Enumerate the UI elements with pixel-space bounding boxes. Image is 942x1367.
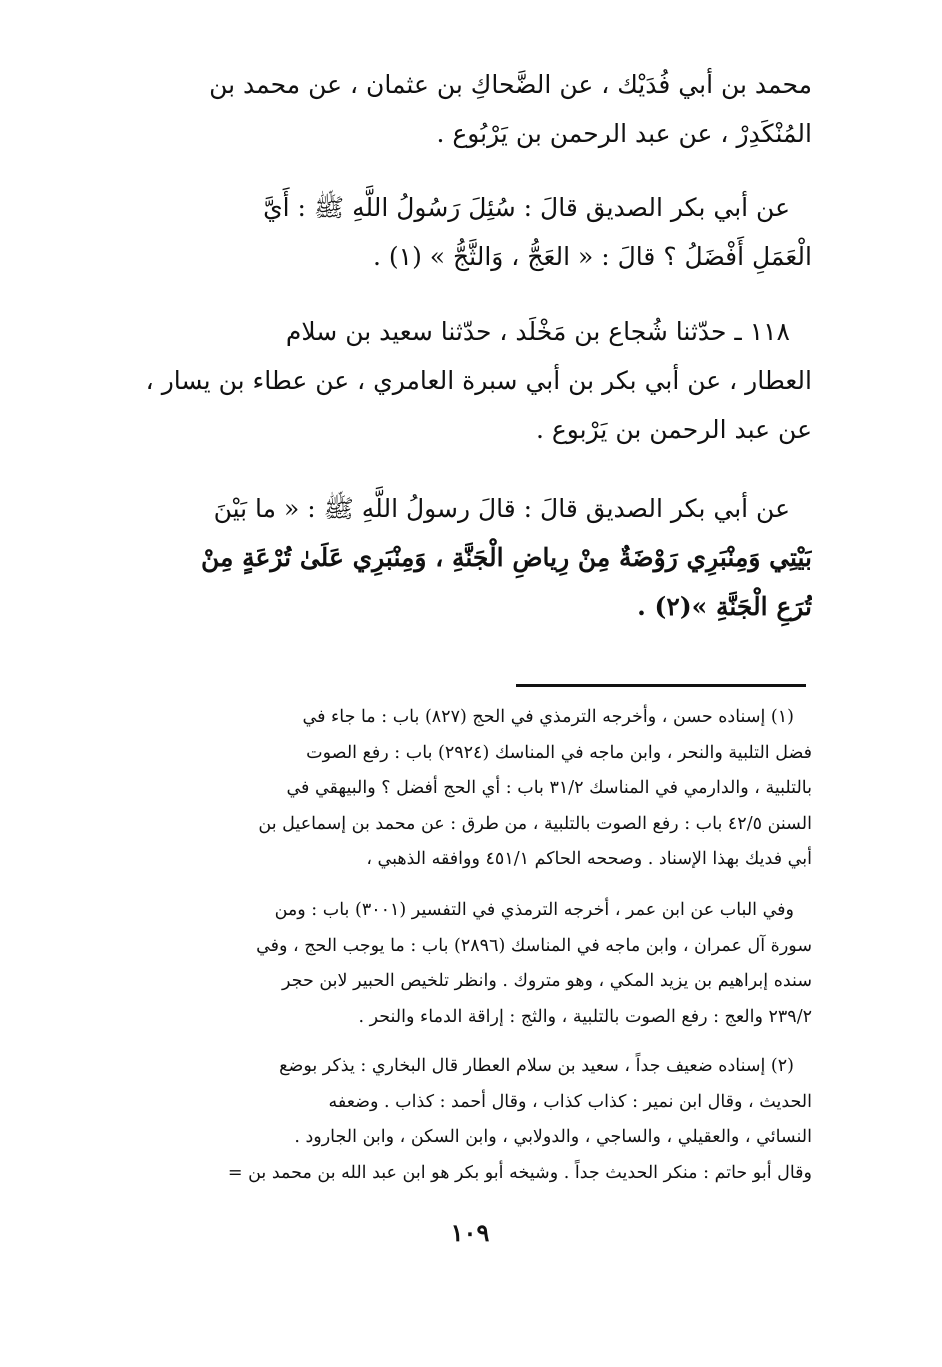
page-number: ١٠٩ (450, 1218, 490, 1247)
footnote-line: سنده إبراهيم بن يزيد المكي ، وهو متروك . وانظر تلخيص الحبير لابن حجر (282, 971, 812, 991)
text-line: المُنْكَدِرْ ، عن عبد الرحمن بن يَرْبُوع . (436, 119, 812, 148)
hadith-paragraph-117 (118, 183, 812, 281)
footnote-line: أبي فديك بهذا الإسناد . وصححه الحاكم ٤٥١/١ ووافقه الذهبي ، (366, 849, 812, 869)
footnote-line: وقال أبو حاتم : منكر الحديث جداً . وشيخه أبو بكر هو ابن عبد الله بن محمد بن = (227, 1162, 812, 1183)
isnad-paragraph-118 (118, 307, 812, 454)
text-line: محمد بن أبي فُدَيْك ، عن الضَّحاكِ بن عثمان ، عن محمد بن (209, 70, 812, 99)
footnote-line: ٢٣٩/٢ والعج : رفع الصوت بالتلبية ، والثج : إراقة الدماء والنحر . (358, 1006, 812, 1027)
footnote-separator (516, 684, 806, 687)
text-line: الْعَمَلِ أَفْضَلُ ؟ قالَ : « العَجُّ ، وَالثَّجُّ » (١) . (373, 242, 812, 271)
footnote-line: (٢) إسناده ضعيف جداً ، سعيد بن سلام العطار قال البخاري : يذكر بوضع (279, 1056, 794, 1076)
hadith-paragraph-118 (118, 484, 812, 631)
footnote-1-continued (118, 893, 812, 1035)
footnote-line: السنن ٤٢/٥ باب : رفع الصوت بالتلبية ، من طرق : عن محمد بن إسماعيل بن (258, 813, 812, 834)
footnote-line: بالتلبية ، والدارمي في المناسك ٣١/٢ باب : أي الحج أفضل ؟ والبيهقي في (286, 778, 812, 798)
text-line: عن أبي بكر الصديق قالَ : قالَ رسولُ اللَّهِ ﷺ : « ما بَيْنَ (213, 494, 790, 523)
footnote-line: سورة آل عمران ، وابن ماجه في المناسك (٢٨٩٦) باب : ما يوجب الحج ، وفي (256, 935, 812, 956)
footnote-line: (١) إسناده حسن ، وأخرجه الترمذي في الحج (٨٢٧) باب : ما جاء في (302, 707, 794, 727)
text-line: عن أبي بكر الصديق قالَ : سُئِلَ رَسُولُ اللَّهِ ﷺ : أَيَّ (263, 193, 790, 222)
footnote-2 (118, 1049, 812, 1191)
footnote-line: فضل التلبية والنحر ، وابن ماجه في المناسك (٢٩٢٤) باب : رفع الصوت (306, 742, 812, 763)
text-line: ١١٨ ـ حدّثنا شُجاع بن مَخْلَد ، حدّثنا سعيد بن سلام (285, 317, 790, 346)
hadith-text-line: تُرَعِ الْجَنَّةِ »(٢) . (637, 592, 812, 621)
hadith-text-line: بَيْتِي وَمِنْبَرِي رَوْضَةٌ مِنْ رِياضِ الْجَنَّةِ ، وَمِنْبَرِي عَلَىٰ تُرْعَةٍ مِنْ (200, 543, 812, 572)
footnote-line: وفي الباب عن ابن عمر ، أخرجه الترمذي في التفسير (٣٠٠١) باب : ومن (274, 900, 794, 920)
isnad-paragraph-continued (118, 60, 812, 158)
footnote-line: النسائي ، والعقيلي ، والساجي ، والدولابي ، وابن السكن ، وابن الجارود . (294, 1127, 812, 1147)
text-line: عن عبد الرحمن بن يَرْبوع . (535, 415, 812, 444)
footnote-line: الحديث ، وقال ابن نمير : كذاب كذاب ، وقال أحمد : كذاب . وضعفه (328, 1091, 812, 1112)
footnote-1 (118, 700, 812, 878)
text-line: العطار ، عن أبي بكر بن أبي سبرة العامري ، عن عطاء بن يسار ، (145, 366, 812, 395)
